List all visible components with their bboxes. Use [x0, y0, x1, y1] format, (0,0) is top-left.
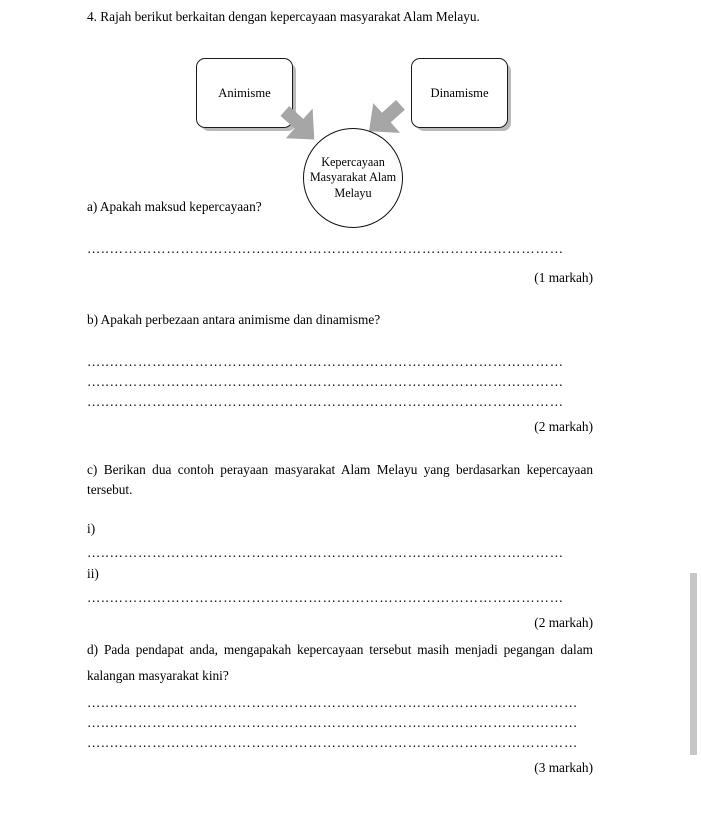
question-d	[87, 637, 593, 778]
question-a-text: a) Apakah maksud kepercayaan?	[87, 199, 262, 215]
concept-diagram	[87, 32, 593, 201]
scrollbar-track[interactable]	[687, 0, 701, 834]
question-b-marks: (2 markah)	[534, 419, 593, 435]
answer-line[interactable]: …..……………………………………………………………………………………	[87, 354, 564, 370]
center-text-line-3: Melayu	[334, 186, 372, 201]
question-d-marks: (3 markah)	[534, 760, 593, 776]
answer-line[interactable]: …..……………………………………………………………………………………	[87, 590, 564, 606]
center-text-line-1: Kepercayaan	[321, 154, 385, 169]
scrollbar-thumb[interactable]	[690, 573, 697, 755]
diagram-center-circle	[303, 128, 403, 228]
question-b-text: b) Apakah perbezaan antara animisme dan dinamisme?	[87, 312, 381, 328]
diagram-node-dinamisme	[411, 58, 508, 128]
diagram-node-dinamisme-label: Dinamisme	[430, 85, 489, 100]
answer-line[interactable]: …..……………………………………………………………………………………	[87, 241, 564, 257]
question-c-text: c) Berikan dua contoh perayaan masyarakat Alam Melayu yang berdasarkan kepercayaan tersebut.	[87, 461, 593, 497]
center-text-line-2: Masyarakat Alam	[309, 170, 397, 185]
question-b	[87, 310, 593, 437]
question-d-text: d) Pada pendapat anda, mengapakah kepercayaan tersebut masih menjadi pegangan dalam kalangan masyarakat kini?	[87, 642, 593, 684]
question-heading: 4. Rajah berikut berkaitan dengan kepercayaan masyarakat Alam Melayu.	[87, 9, 480, 24]
answer-line[interactable]: …..……………………………………………………………………………………	[87, 374, 564, 390]
answer-line[interactable]: …..……………………………………………………………………………………	[87, 544, 564, 560]
answer-line[interactable]: …..………………………………………………………………………………………	[87, 715, 579, 731]
question-a-marks: (1 markah)	[534, 270, 593, 286]
diagram-node-animisme-label: Animisme	[218, 85, 271, 100]
page-content	[87, 7, 593, 778]
question-c-marks: (2 markah)	[534, 615, 593, 631]
answer-line[interactable]: …..………………………………………………………………………………………	[87, 695, 579, 711]
question-c-subitem-i-label: i)	[87, 520, 96, 536]
diagram-center-text	[304, 155, 402, 202]
answer-line[interactable]: …..……………………………………………………………………………………	[87, 394, 564, 410]
answer-line[interactable]: …..………………………………………………………………………………………	[87, 735, 579, 751]
question-c-subitem-ii-label: ii)	[87, 565, 99, 581]
question-c	[87, 460, 593, 634]
